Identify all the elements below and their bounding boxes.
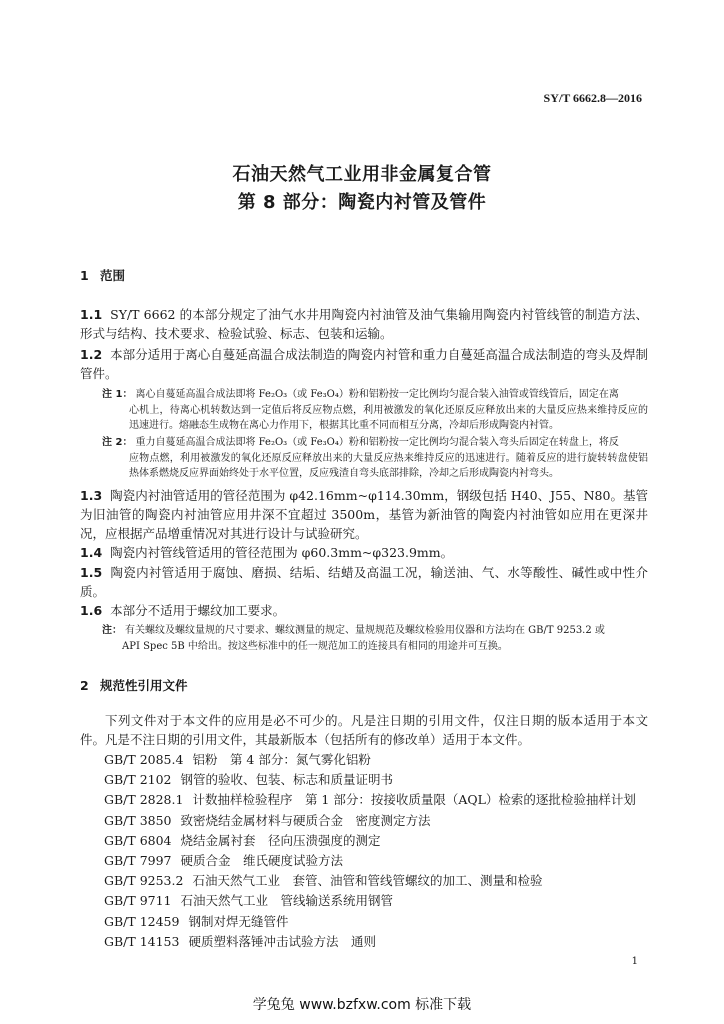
- reference-title: 钢制对焊无缝管件: [188, 913, 289, 929]
- reference-item: [104, 851, 664, 871]
- section-title: 范围: [100, 268, 126, 283]
- clause-number: 1.4: [80, 545, 103, 560]
- reference-code: GB/T 2828.1: [104, 792, 184, 808]
- note-text: 离心自蔓延高温合成法即将 Fe₂O₃（或 Fe₃O₄）粉和铝粉按一定比例均匀混合装入油管或管线管后，固定在离: [135, 389, 619, 400]
- clause-1-1: [80, 305, 648, 343]
- note-3: [102, 623, 648, 654]
- reference-title: 钢管的验收、包装、标志和质量证明书: [180, 772, 394, 788]
- section-title: 规范性引用文件: [100, 678, 188, 693]
- reference-item: [104, 770, 664, 790]
- reference-title: 计数抽样检验程序 第 1 部分：按接收质量限（AQL）检索的逐批检验抽样计划: [192, 792, 636, 808]
- clause-1-6: [80, 601, 648, 620]
- reference-item: [104, 750, 664, 770]
- clause-1-4: [80, 543, 648, 562]
- note-label: 注：: [102, 625, 122, 636]
- note-text-continued: API Spec 5B 中给出。按这些标准中的任一规范加工的连接具有相同的用途并可互换。: [122, 640, 508, 652]
- section-number: 2: [80, 678, 89, 693]
- clause-text: 陶瓷内衬油管适用的管径范围为 φ42.16mm~φ114.30mm，钢级包括 H40、J55、N80。基管为旧油管的陶瓷内衬油管应用井深不宜超过 3500m，基管为新油管的陶瓷内衬油管如应用在更深井况，应根据产品增重情况对其进行设计与试验研究。: [80, 488, 648, 541]
- reference-title: 铝粉 第 4 部分：氮气雾化铝粉: [192, 752, 371, 767]
- standard-code: SY/T 6662.8—2016: [543, 91, 642, 105]
- reference-item: [104, 912, 664, 932]
- section-2-heading: [80, 676, 188, 694]
- clause-text: SY/T 6662 的本部分规定了油气水井用陶瓷内衬油管及油气集输用陶瓷内衬管线管的制造方法、形式与结构、技术要求、检验试验、标志、包装和运输。: [80, 307, 648, 341]
- note-label: 注 2：: [102, 437, 133, 448]
- note-text: 有关螺纹及螺纹量规的尺寸要求、螺纹测量的规定、量规规范及螺纹检验用仪器和方法均在 GB/T 9253.2 或: [125, 625, 605, 636]
- reference-code: GB/T 9711: [104, 893, 172, 909]
- reference-item: [104, 871, 664, 891]
- reference-code: GB/T 12459: [104, 913, 180, 929]
- clause-text: 陶瓷内衬管线管适用的管径范围为 φ60.3mm~φ323.9mm。: [110, 545, 454, 560]
- reference-item: [104, 831, 664, 851]
- clause-number: 1.3: [80, 488, 103, 503]
- note-text-continued: 心机上，待离心机转数达到一定值后将反应物点燃，利用被激发的氧化还原反应释放出来的大量反应热来维持反应的迅速进行。熔融态生成物在离心力作用下，根据其比重不同而相互分离，冷却后形成陶瓷内衬管。: [129, 404, 648, 431]
- page-number: 1: [631, 956, 638, 967]
- site-watermark: 学兔兔 www.bzfxw.com 标准下载: [252, 997, 472, 1013]
- clause-text: 本部分适用于离心自蔓延高温合成法制造的陶瓷内衬管和重力自蔓延高温合成法制造的弯头及焊制管件。: [80, 347, 648, 381]
- section-1-heading: [80, 266, 125, 284]
- note-1: [102, 387, 648, 434]
- reference-list: [104, 750, 664, 952]
- reference-code: GB/T 14153: [104, 933, 180, 949]
- reference-title: 烧结金属衬套 径向压溃强度的测定: [180, 832, 381, 848]
- clause-text: 陶瓷内衬管适用于腐蚀、磨损、结垢、结蜡及高温工况，输送油、气、水等酸性、碱性或中性介质。: [80, 565, 648, 599]
- clause-number: 1.5: [80, 565, 103, 580]
- reference-item: [104, 790, 664, 810]
- note-text-continued: 应物点燃，利用被激发的氧化还原反应释放出来的大量反应热来维持反应的迅速进行。随着反应的进行旋转转盘使铝热体系燃烧反应界面始终处于水平位置，反应残渣自弯头底部排除，冷却之后形成陶瓷内衬弯头。: [129, 452, 648, 479]
- reference-title: 致密烧结金属材料与硬质合金 密度测定方法: [180, 812, 431, 828]
- reference-code: GB/T 3850: [104, 812, 172, 828]
- note-text: 重力自蔓延高温合成法即将 Fe₂O₃（或 Fe₃O₄）粉和铝粉按一定比例均匀混合装入弯头后固定在转盘上，将反: [135, 437, 619, 448]
- references-intro: 下列文件对于本文件的应用是必不可少的。凡是注日期的引用文件，仅注日期的版本适用于本文件。凡是不注日期的引用文件，其最新版本（包括所有的修改单）适用于本文件。: [80, 713, 648, 747]
- reference-code: GB/T 7997: [104, 853, 172, 869]
- reference-title: 石油天然气工业 管线输送系统用钢管: [180, 893, 394, 909]
- reference-code: GB/T 2085.4: [104, 752, 184, 767]
- clause-1-5: [80, 563, 648, 601]
- clause-number: 1.1: [80, 307, 103, 322]
- reference-title: 石油天然气工业 套管、油管和管线管螺纹的加工、测量和检验: [192, 873, 543, 889]
- reference-title: 硬质塑料落锤冲击试验方法 通则: [188, 933, 376, 949]
- reference-code: GB/T 9253.2: [104, 873, 184, 889]
- note-label: 注 1：: [102, 389, 133, 400]
- reference-item: [104, 932, 664, 952]
- reference-code: GB/T 2102: [104, 772, 172, 788]
- note-2: [102, 435, 648, 482]
- document-title: 石油天然气工业用非金属复合管: [232, 164, 492, 185]
- document-subtitle: 第 8 部分：陶瓷内衬管及管件: [237, 192, 487, 213]
- clause-text: 本部分不适用于螺纹加工要求。: [110, 603, 286, 618]
- clause-number: 1.2: [80, 347, 103, 362]
- reference-item: [104, 891, 664, 911]
- reference-code: GB/T 6804: [104, 832, 172, 848]
- clause-number: 1.6: [80, 603, 103, 618]
- reference-title: 硬质合金 维氏硬度试验方法: [180, 853, 344, 869]
- reference-item: [104, 811, 664, 831]
- clause-1-3: [80, 486, 648, 543]
- clause-1-2: [80, 345, 648, 383]
- section-number: 1: [80, 268, 89, 283]
